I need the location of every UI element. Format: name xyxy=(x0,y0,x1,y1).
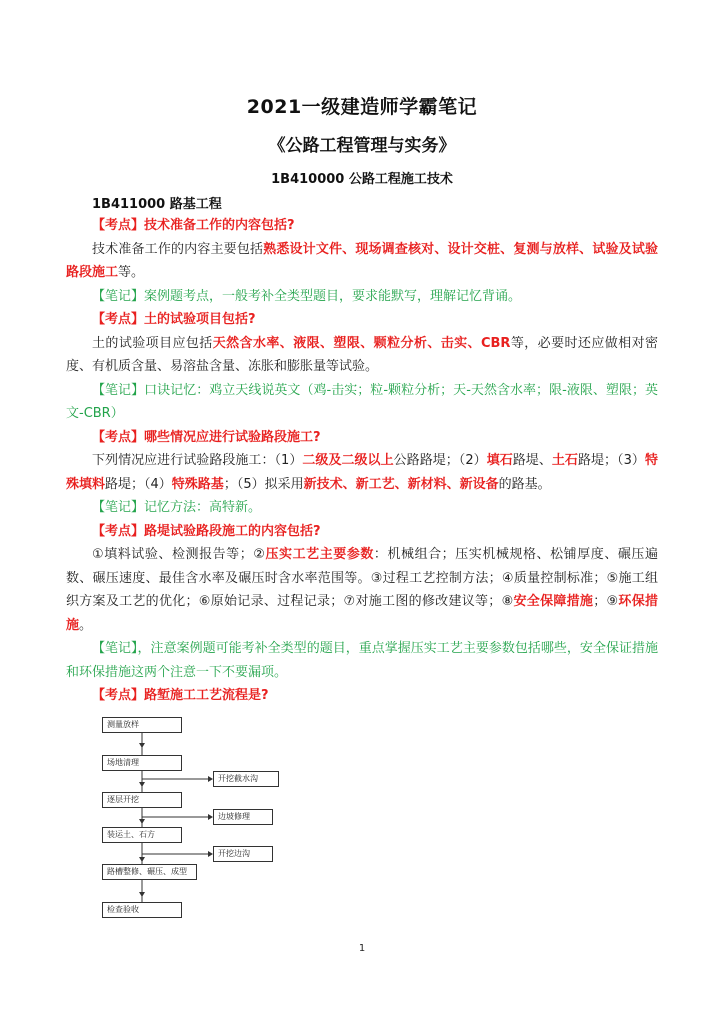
paragraph xyxy=(66,449,658,496)
notes-body xyxy=(66,214,658,708)
page-title: 2021一级建造师学霸笔记 xyxy=(246,96,478,118)
text-span: 【考点】土的试验项目包括? xyxy=(92,312,256,327)
flow-step-haul-earth-stone: 装运土、石方 xyxy=(102,827,182,843)
flow-step-survey: 测量放样 xyxy=(102,717,182,733)
text-span: 【考点】技术准备工作的内容包括? xyxy=(92,218,295,233)
paragraph xyxy=(66,496,658,520)
text-span: 【考点】哪些情况应进行试验路段施工? xyxy=(92,429,321,445)
chapter-heading: 1B410000 公路工程施工技术 xyxy=(271,172,453,187)
text-span: ：机械组合；压实机械规格、松铺厚度、碾压遍数、碾压速度、最佳含水率及碾压时含水率范围等。③过程工艺控制方法；④质量控制标准；⑤施工组织方案及工艺的优化；⑥原始记录、过程记录；⑦对施工图的修改建议等；⑧ xyxy=(66,547,658,609)
text-span: 安全保障措施 xyxy=(513,594,594,609)
text-span: 压实工艺主要参数 xyxy=(265,547,374,562)
flow-side-side-ditch: 开挖边沟 xyxy=(213,846,273,862)
paragraph xyxy=(66,684,658,708)
text-span: 二级及二级以上 xyxy=(302,453,394,468)
cutting-process-flowchart xyxy=(92,712,282,922)
text-span: ；（5）拟采用 xyxy=(223,476,304,492)
text-span: 等。 xyxy=(118,265,145,280)
text-span: 土石 xyxy=(551,453,578,468)
flow-side-slope-repair: 边坡修理 xyxy=(213,809,273,825)
paragraph xyxy=(66,238,658,285)
flow-step-inspection: 检查验收 xyxy=(102,902,182,918)
text-span: 。 xyxy=(79,617,93,633)
paragraph xyxy=(66,379,658,426)
text-span: 技术准备工作的内容主要包括 xyxy=(92,241,264,257)
paragraph xyxy=(66,285,658,309)
text-span: 路堤；（4） xyxy=(105,476,172,492)
text-span: 环保措施 xyxy=(66,594,658,633)
text-span: 【考点】路堤试验路段施工的内容包括? xyxy=(92,523,321,539)
text-span: 【笔记】口诀记忆：鸡立天线说英文（鸡-击实；粒-颗粒分析；天-天然含水率；限-液限、塑限；英文-CBR） xyxy=(66,382,658,421)
text-span: 路堤；（3） xyxy=(577,453,645,468)
text-span: 下列情况应进行试验路段施工：（1） xyxy=(92,453,303,468)
paragraph xyxy=(66,637,658,684)
text-span: 【笔记】记忆方法：高特新。 xyxy=(92,500,262,515)
text-span: 土的试验项目应包括 xyxy=(92,335,213,351)
paragraph xyxy=(66,332,658,379)
text-span: 路堤、 xyxy=(512,453,552,468)
text-span: 公路路堤；（2） xyxy=(393,453,487,468)
page-subtitle: 《公路工程管理与实务》 xyxy=(268,136,456,156)
flow-side-intercept-ditch: 开挖截水沟 xyxy=(213,771,279,787)
text-span: 特殊填料 xyxy=(66,453,658,492)
text-span: 熟悉设计文件、现场调查核对、设计交桩、复测与放样、试验及试验路段施工 xyxy=(66,241,658,280)
text-span: 【笔记】案例题考点，一般考补全类型题目，要求能默写，理解记忆背诵。 xyxy=(92,288,522,304)
paragraph xyxy=(66,520,658,544)
text-span: 填石 xyxy=(486,453,513,468)
flow-step-site-clearing: 场地清理 xyxy=(102,755,182,771)
paragraph xyxy=(66,543,658,637)
flow-step-trench-finishing: 路槽整修、碾压、成型 xyxy=(102,864,197,880)
text-span: ①填料试验、检测报告等；② xyxy=(92,547,266,562)
text-span: 的路基。 xyxy=(498,476,551,492)
text-span: 天然含水率、液限、塑限、颗粒分析、击实、CBR xyxy=(212,335,511,351)
section-heading: 1B411000 路基工程 xyxy=(92,197,222,212)
paragraph xyxy=(66,214,658,238)
text-span: 【考点】路堑施工工艺流程是? xyxy=(92,688,269,703)
page-number: 1 xyxy=(358,943,366,954)
text-span: ；⑨ xyxy=(593,594,619,609)
text-span: 等，必要时还应做相对密度、有机质含量、易溶盐含量、冻胀和膨胀量等试验。 xyxy=(66,335,658,374)
text-span: 【笔记】，注意案例题可能考补全类型的题目，重点掌握压实工艺主要参数包括哪些，安全保证措施和环保措施这两个注意一下不要漏项。 xyxy=(66,641,658,680)
text-span: 特殊路基 xyxy=(171,476,224,492)
flow-step-layered-excavation: 逐层开挖 xyxy=(102,792,182,808)
paragraph xyxy=(66,308,658,332)
text-span: 新技术、新工艺、新材料、新设备 xyxy=(303,476,499,492)
paragraph xyxy=(66,426,658,450)
